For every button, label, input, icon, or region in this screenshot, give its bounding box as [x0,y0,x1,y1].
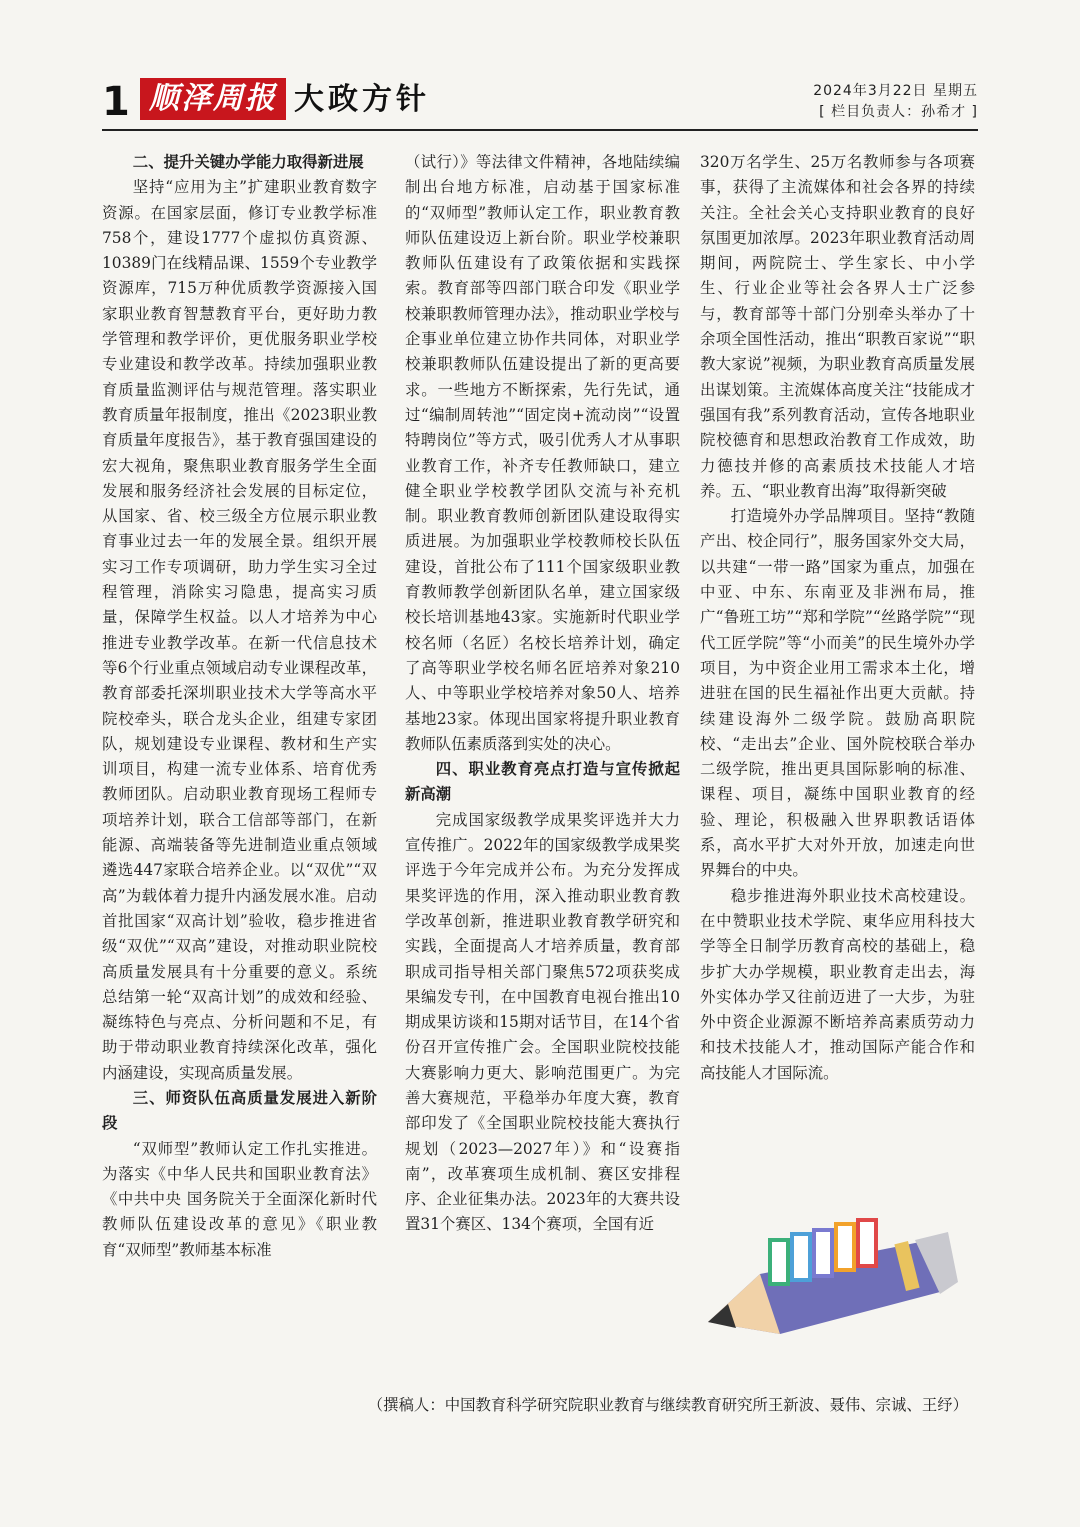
paragraph: “双师型”教师认定工作扎实推进。为落实《中华人民共和国职业教育法》《中共中央 国务院关于全面深化新时代教师队伍建设改革的意见》《职业教育“双师型”教师基本标准 [102,1139,377,1259]
paragraph: 320万名学生、25万名教师参与各项赛事，获得了主流媒体和社会各界的持续关注。全社会关心支持职业教育的良好氛围更加浓厚。2023年职业教育活动周期间，两院院士、学生家长、中小学生、行业企业等社会各界人士广泛参与，教育部等十部门分别牵头举办了十余项全国性活动，推出“职教百家说”“职教大家说”视频，为职业教育高质量发展出谋划策。主流媒体高度关注“技能成才 强国有我”系列教育活动，宣传各地职业院校德育和思想政治教育工作成效，助力德技并修的高素质技术技能人才培养。五、“职业教育出海”取得新突破 [700,153,975,500]
byline: （撰稿人：中国教育科学研究院职业教育与继续教育研究所王新波、聂伟、宗诚、王纾） [367,1396,968,1414]
column-editor: [ 栏目负责人：孙希才 ] [819,104,978,120]
article-column-2 [405,150,680,1238]
section-heading-3: 三、师资队伍高质量发展进入新阶段 [102,1088,377,1133]
issue-date: 2024年3月22日 星期五 [813,83,978,99]
article-column-3 [700,150,975,1086]
pencil-books-illustration [700,1212,960,1342]
section-heading-2: 二、提升关键办学能力取得新进展 [132,153,364,171]
article-column-1 [102,150,377,1263]
section-heading-4: 四、职业教育亮点打造与宣传掀起新高潮 [405,760,680,804]
paragraph: （试行）》等法律文件精神，各地陆续编制出台地方标准，启动基于国家标准的“双师型”教师认定工作，职业教育教师队伍建设迈上新台阶。职业学校兼职教师队伍建设有了政策依据和实践探索。教育部等四部门联合印发《职业学校兼职教师管理办法》，推动职业学校与企事业单位建立协作共同体，对职业学校兼职教师队伍建设提出了新的更高要求。一些地方不断探索，先行先试，通过“编制周转池”“固定岗+流动岗”“设置特聘岗位”等方式，吸引优秀人才从事职业教育工作，补齐专任教师缺口，建立健全职业学校教学团队交流与补充机制。职业教育教师创新团队建设取得实质进展。为加强职业学校教师校长队伍建设，首批公布了111个国家级职业教育教师教学创新团队名单，建立国家级校长培训基地43家。实施新时代职业学校名师（名匠）名校长培养计划，确定了高等职业学校名师名匠培养对象210人、中等职业学校培养对象50人、培养基地23家。体现出国家将提升职业教育教师队伍素质落到实处的决心。 [405,153,680,753]
page-header [102,76,978,128]
section-title: 大政方针 [294,82,430,117]
paragraph: 稳步推进海外职业技术高校建设。在中赞职业技术学院、東华应用科技大学等全日制学历教育高校的基础上，稳步扩大办学规模，职业教育走出去，海外实体办学又往前迈进了一大步，为驻外中资企业源源不断培养高素质劳动力和技术技能人才，推动国际产能合作和高技能人才国际流。 [700,886,975,1082]
paragraph: 打造境外办学品牌项目。坚持“教随产出、校企同行”，服务国家外交大局，以共建“一带一路”国家为重点，加强在中亚、中东、东南亚及非洲布局，推广“鲁班工坊”“郑和学院”“丝路学院”“现代工匠学院”等“小而美”的民生境外办学项目，为中资企业用工需求本土化，增进驻在国的民生福祉作出更大贡献。持续建设海外二级学院。鼓励高职院校、“走出去”企业、国外院校联合举办二级学院，推出更具国际影响的标准、课程、项目，凝练中国职业教育的经验、理论，积极融入世界职教话语体系，高水平扩大对外开放，加速走向世界舞台的中央。 [700,507,975,880]
masthead-logo: 顺泽周报 [140,78,286,120]
paragraph: 坚持“应用为主”扩建职业教育数字资源。在国家层面，修订专业教学标准758个，建设1777个虚拟仿真资源、10389门在线精品课、1559个专业教学资源库，715万种优质教学资源接入国家职业教育智慧教育平台，更好助力教学管理和教学评价，更优服务职业学校专业建设和教学改革。持续加强职业教育质量监测评估与规范管理。落实职业教育质量年报制度，推出《2023职业教育质量年度报告》，基于教育强国建设的宏大视角，聚焦职业教育服务学生全面发展和服务经济社会发展的目标定位，从国家、省、校三级全方位展示职业教育事业过去一年的发展全景。组织开展实习工作专项调研，助力学生实习全过程管理，消除实习隐患，提高实习质量，保障学生权益。以人才培养为中心推进专业教学改革。在新一代信息技术等6个行业重点领域启动专业课程改革，教育部委托深圳职业技术大学等高水平院校牵头，联合龙头企业，组建专家团队，规划建设专业课程、教材和生产实训项目，构建一流专业体系、培育优秀教师团队。启动职业教育现场工程师专项培养计划，联合工信部等部门，在新能源、高端装备等先进制造业重点领域遴选447家联合培养企业。以“双优”“双高”为载体着力提升内涵发展水准。启动首批国家“双高计划”验收，稳步推进省级“双优”“双高”建设，对推动职业院校高质量发展具有十分重要的意义。系统总结第一轮“双高计划”的成效和经验、凝练特色与亮点、分析问题和不足，有助于带动职业教育持续深化改革，强化内涵建设，实现高质量发展。 [102,178,377,1082]
header-rule [102,129,978,131]
page-number: 1 [102,79,130,125]
paragraph: 完成国家级教学成果奖评选并大力宣传推广。2022年的国家级教学成果奖评选于今年完成并公布。为充分发挥成果奖评选的作用，深入推动职业教育教学改革创新，推进职业教育教学研究和实践，全面提高人才培养质量，教育部职成司指导相关部门聚焦572项获奖成果编发专刊，在中国教育电视台推出10期成果访谈和15期对话节目，在14个省份召开宣传推广会。全国职业院校技能大赛影响力更大、影响范围更广。为完善大赛规范，平稳举办年度大赛，教育部印发了《全国职业院校技能大赛执行规划（2023—2027年）》和“设赛指南”，改革赛项生成机制、赛区安排程序、企业征集办法。2023年的大赛共设置31个赛区、134个赛项，全国有近 [405,810,680,1234]
